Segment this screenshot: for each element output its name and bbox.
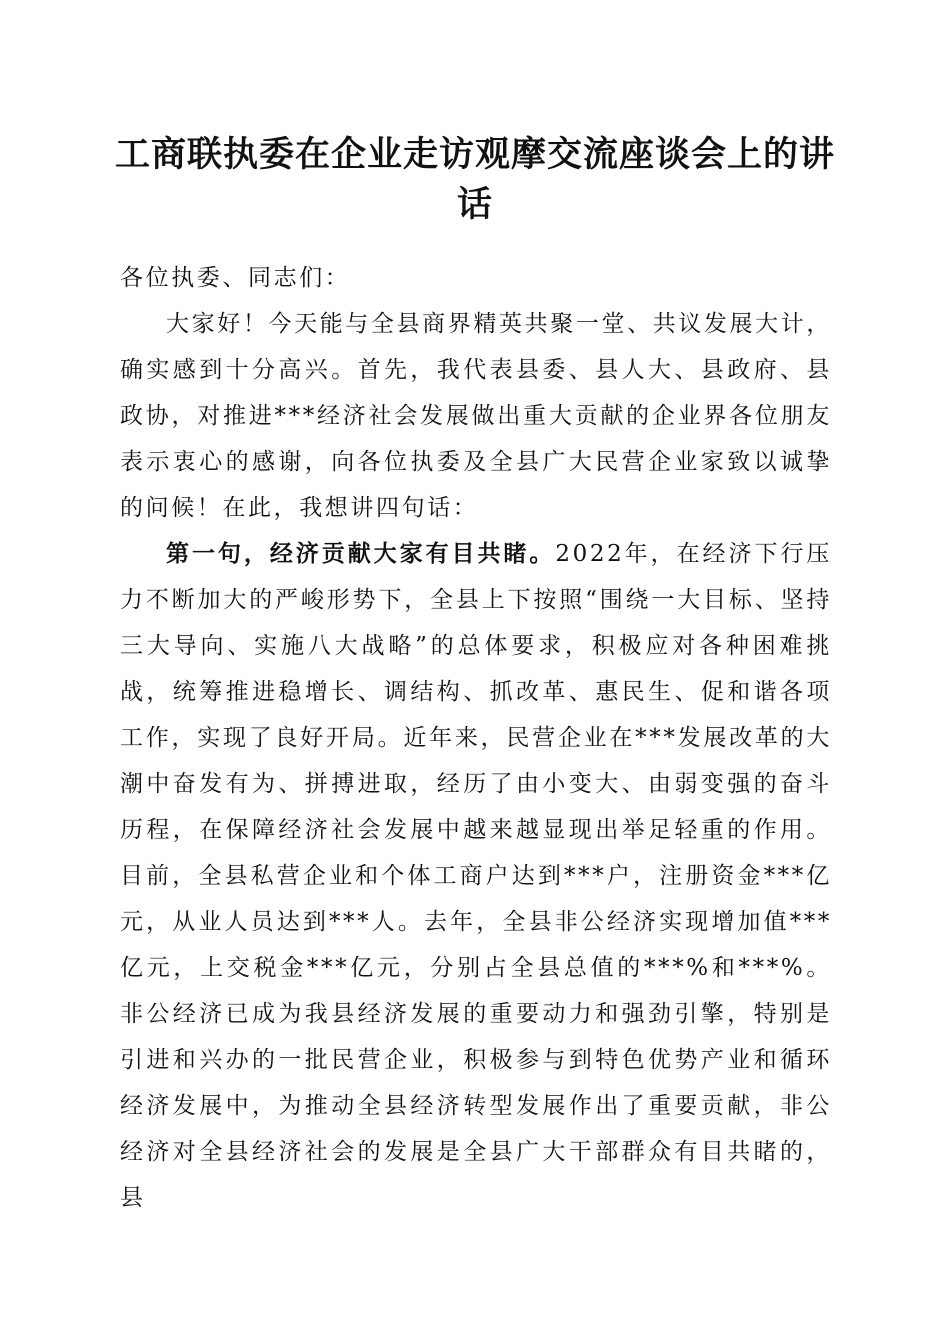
paragraph-economic-contribution [120,531,832,1221]
paragraph-lead-sentence: 第一句，经济贡献大家有目共睹。 [166,540,556,567]
paragraph-greeting: 大家好！今天能与全县商界精英共聚一堂、共议发展大计，确实感到十分高兴。首先，我代表县委、县人大、县政府、县政协，对推进***经济社会发展做出重大贡献的企业界各位朋友表示衷心的感谢，向各位执委及全县广大民营企业家致以诚挚的问候！在此，我想讲四句话： [120,311,832,521]
page-title: 工商联执委在企业走访观摩交流座谈会上的讲话 [114,134,835,225]
speech-body [120,255,832,1221]
paragraph-body-text: 2022年，在经济下行压力不断加大的严峻形势下，全县上下按照“围绕一大目标、坚持三大导向、实施八大战略”的总体要求，积极应对各种困难挑战，统筹推进稳增长、调结构、抓改革、惠民生、促和谐各项工作，实现了良好开局。近年来，民营企业在***发展改革的大潮中奋发有为、拼搏进取，经历了由小变大、由弱变强的奋斗历程，在保障经济社会发展中越来越显现出举足轻重的作用。目前，全县私营企业和个体工商户达到***户，注册资金***亿元，从业人员达到***人。去年，全县非公经济实现增加值***亿元，上交税金***亿元，分别占全县总值的***%和***%。非公经济已成为我县经济发展的重要动力和强劲引擎，特别是引进和兴办的一批民营企业，积极参与到特色优势产业和循环经济发展中，为推动全县经济转型发展作出了重要贡献，非公经济对全县经济社会的发展是全县广大干部群众有目共睹的，县 [120,541,832,1211]
salutation: 各位执委、同志们： [120,265,351,291]
